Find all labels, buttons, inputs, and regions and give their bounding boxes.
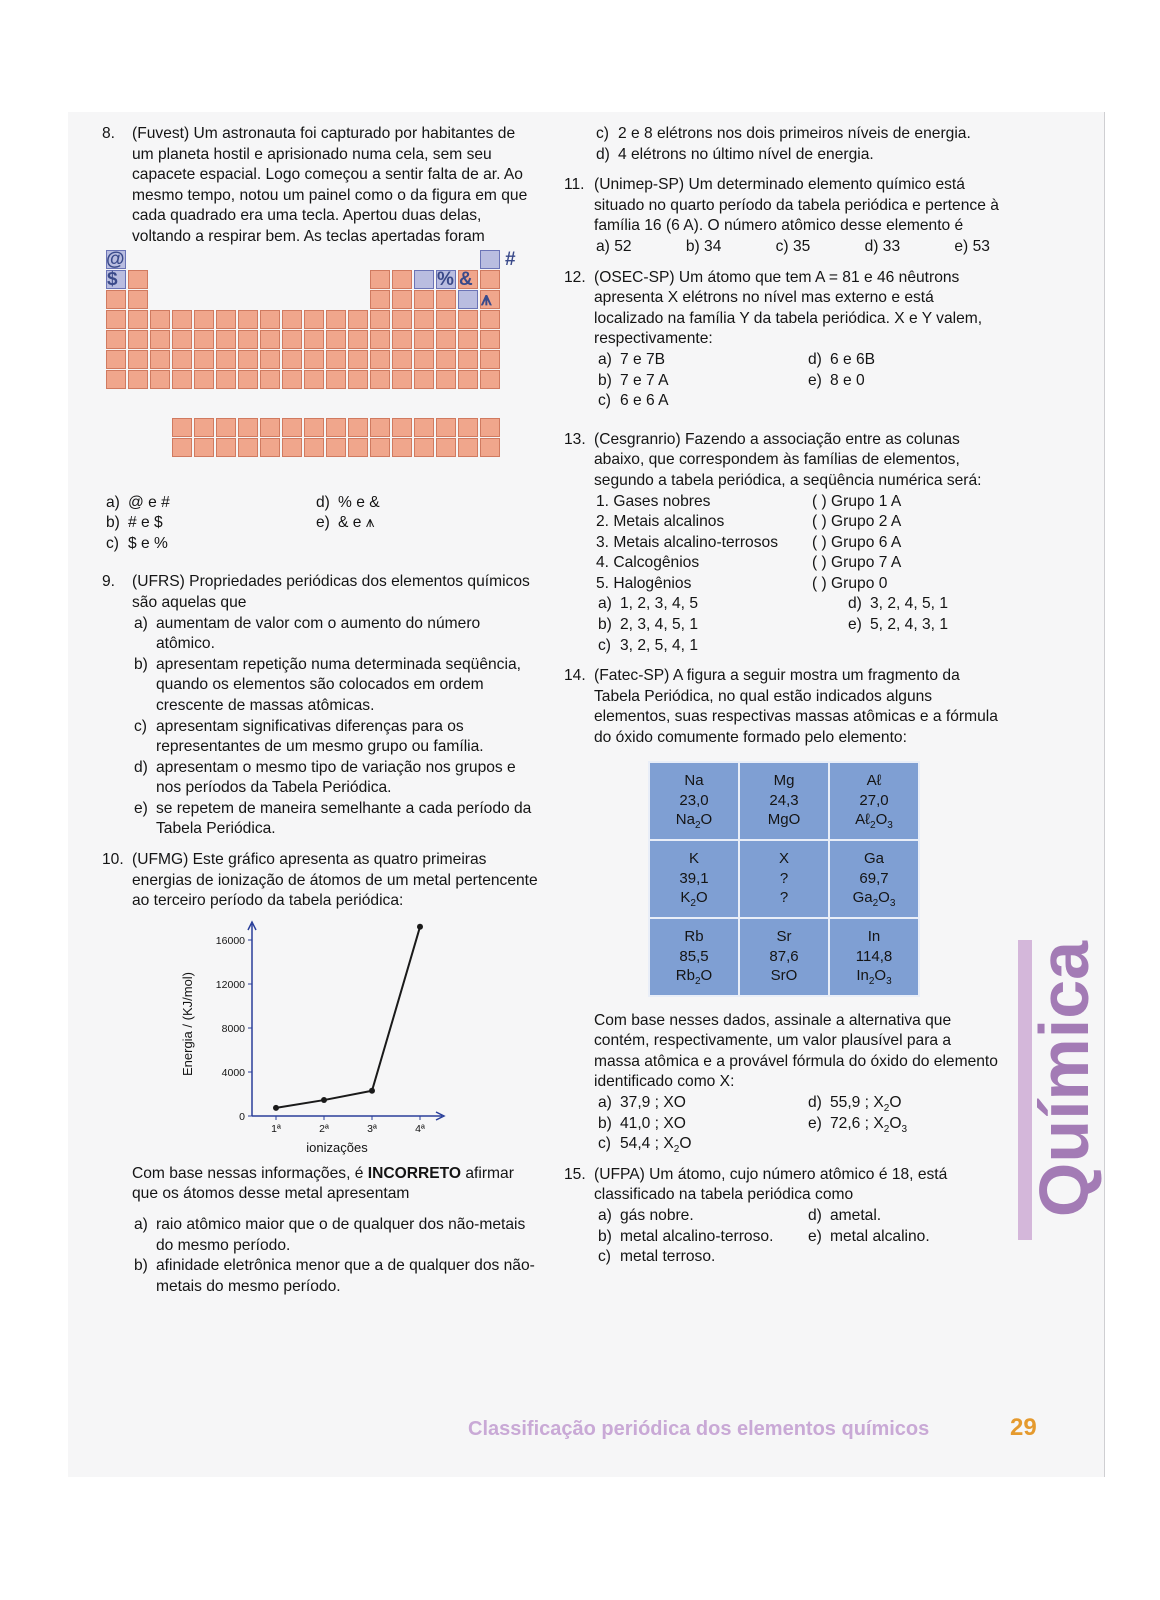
panel-key[interactable] (172, 350, 192, 369)
panel-key[interactable] (304, 330, 324, 349)
dollar-key-symbol: $ (107, 268, 118, 290)
panel-key[interactable] (414, 418, 434, 437)
panel-key[interactable] (458, 418, 478, 437)
option-b[interactable]: b) 41,0 ; XO (598, 1114, 686, 1132)
panel-key[interactable] (238, 438, 258, 457)
question-10-continued (564, 124, 1000, 165)
option-b[interactable]: b) 2, 3, 4, 5, 1 (598, 616, 699, 634)
panel-key[interactable] (194, 330, 214, 349)
option-e[interactable]: e) 5, 2, 4, 3, 1 (848, 616, 949, 634)
group-slot-5: ( ) Grupo 0 (812, 574, 888, 592)
panel-key[interactable] (436, 310, 456, 329)
option-b[interactable]: b) # e $ (106, 514, 163, 532)
question-text: (UFPA) Um átomo, cujo número atômico é 18, está classificado na tabela periódica como (594, 1165, 948, 1204)
panel-key[interactable] (326, 418, 346, 437)
panel-key[interactable] (238, 350, 258, 369)
panel-key[interactable] (370, 350, 390, 369)
panel-key[interactable] (414, 290, 434, 309)
panel-key[interactable] (194, 418, 214, 437)
panel-key[interactable] (370, 418, 390, 437)
element-cell-k: K 39,1 $K_2O$ (649, 840, 739, 918)
panel-key[interactable] (216, 418, 236, 437)
panel-key[interactable] (216, 330, 236, 349)
panel-key[interactable] (194, 370, 214, 389)
panel-key[interactable] (216, 370, 236, 389)
question-text: (Cesgranrio) Fazendo a associação entre as colunas abaixo, que correspondem às famílias de elementos, segundo a tabela periódica, a seqüência numérica será: (594, 430, 982, 489)
option-c[interactable]: c) 3, 2, 5, 4, 1 (598, 636, 699, 654)
element-cell-rb: Rb 85,5 $Rb_2O$ (649, 918, 739, 996)
option-c[interactable]: c) apresentam significativas diferenças para os representantes de um mesmo grupo ou família. (134, 717, 484, 756)
data-point (273, 1105, 279, 1111)
question-13-options (594, 594, 1000, 656)
question-12 (564, 268, 1000, 412)
left-column (102, 124, 540, 1297)
page-edge-line (1104, 112, 1105, 1477)
panel-key[interactable] (216, 310, 236, 329)
panel-key[interactable] (304, 350, 324, 369)
panel-key[interactable] (392, 438, 412, 457)
panel-key[interactable] (436, 418, 456, 437)
option-c[interactable]: c) 54,4 ; $X_2O$ (598, 1135, 692, 1156)
panel-key[interactable] (260, 418, 280, 437)
panel-key[interactable] (128, 370, 148, 389)
panel-key[interactable] (458, 330, 478, 349)
x-tick-label: 3ª (367, 1122, 377, 1135)
page-number: 29 (1010, 1414, 1037, 1441)
series-line (276, 927, 420, 1108)
option-b[interactable]: b) metal alcalino-terroso. (598, 1227, 774, 1245)
element-cell-x: X ? ? (739, 840, 829, 918)
question-number: 15. (564, 1165, 586, 1183)
option-d[interactable]: d) % e & (316, 493, 380, 511)
panel-key[interactable] (304, 418, 324, 437)
x-tick-label: 2ª (319, 1122, 329, 1135)
panel-key[interactable] (260, 350, 280, 369)
option-c[interactable]: c) 2 e 8 elétrons nos dois primeiros níveis de energia. (596, 125, 971, 142)
panel-key[interactable] (194, 350, 214, 369)
panel-key[interactable] (106, 310, 126, 329)
data-point (321, 1097, 327, 1103)
option-c[interactable]: c) $ e % (106, 534, 168, 552)
option-e[interactable]: e) 72,6 ; $X_2O_3$ (808, 1114, 908, 1135)
panel-key[interactable] (414, 330, 434, 349)
panel-key[interactable] (326, 350, 346, 369)
panel-key[interactable] (392, 370, 412, 389)
panel-key[interactable] (436, 438, 456, 457)
question-text: (UFRS) Propriedades periódicas dos elementos químicos são aquelas que (132, 573, 530, 611)
group-slot-1: ( ) Grupo 1 A (812, 492, 902, 510)
panel-key[interactable] (370, 270, 390, 289)
option-a[interactable]: a) 37,9 ; XO (598, 1094, 686, 1111)
question-number: 10. (102, 851, 124, 869)
question-text: (Fatec-SP) A figura a seguir mostra um fragmento da Tabela Periódica, no qual estão indicados alguns elementos, suas respectivas massas atômicas e a fórmula do óxido comumente formado pelo elemento: (594, 667, 998, 747)
question-11 (564, 175, 1000, 257)
ampersand-key-symbol: & (459, 268, 473, 290)
subject-tab (1018, 940, 1103, 1240)
question-12-options (594, 350, 1000, 412)
panel-key[interactable] (238, 310, 258, 329)
y-tick-label: 8000 (221, 1022, 245, 1035)
panel-key[interactable] (414, 438, 434, 457)
question-number: 11. (564, 176, 585, 194)
panel-key[interactable] (348, 370, 368, 389)
panel-key[interactable] (282, 438, 302, 457)
family-3: 3. Metais alcalino-terrosos (596, 533, 779, 551)
panel-key[interactable] (194, 310, 214, 329)
family-4: 4. Calcogênios (596, 554, 700, 572)
option-d[interactable]: d) 55,9 ; $X_2O$ (808, 1094, 902, 1115)
element-cell-al: Aℓ 27,0 $A\ell_2O_3$ (829, 762, 919, 840)
panel-key[interactable] (348, 418, 368, 437)
panel-key[interactable] (370, 330, 390, 349)
panel-key[interactable] (282, 418, 302, 437)
panel-key[interactable] (458, 438, 478, 457)
panel-key[interactable] (480, 310, 500, 329)
panel-key[interactable] (238, 418, 258, 437)
question-15 (564, 1165, 1000, 1268)
option-a[interactable]: a) 1, 2, 3, 4, 5 (598, 595, 699, 613)
panel-key[interactable] (172, 418, 192, 437)
question-14 (564, 666, 1000, 748)
panel-key[interactable] (150, 350, 170, 369)
question-text: (Fuvest) Um astronauta foi capturado por habitantes de um planeta hostil e aprisionado numa cela, sem seu capacete espacial. Logo começou a sentir falta de ar. Ao mesmo tempo, notou um painel como o da figura em que cada quadrado era uma tecla. Apertou duas delas, voltando a respirar bem. As teclas apertadas foram (132, 125, 528, 245)
y-axis-label: Energia / (KJ/mol) (180, 971, 195, 1076)
option-a[interactable]: a) aumentam de valor com o aumento do número atômico. (134, 614, 481, 653)
family-2: 2. Metais alcalinos (596, 513, 725, 531)
panel-key[interactable] (326, 310, 346, 329)
element-cell-sr: Sr 87,6 SrO (739, 918, 829, 996)
y-tick-label: 0 (239, 1110, 245, 1123)
panel-key[interactable] (436, 370, 456, 389)
panel-key[interactable] (480, 418, 500, 437)
x-tick-label: 4ª (415, 1122, 425, 1135)
family-1: 1. Gases nobres (596, 492, 711, 510)
data-point (417, 924, 423, 930)
panel-key[interactable] (304, 310, 324, 329)
at-key-symbol: @ (106, 248, 125, 270)
question-9 (102, 572, 540, 840)
panel-key[interactable] (106, 330, 126, 349)
family-5: 5. Halogênios (596, 574, 692, 592)
x-tick-label: 1ª (271, 1122, 281, 1135)
option-a[interactable]: a) raio atômico maior que o de qualquer dos não-metais do mesmo período. (134, 1216, 526, 1254)
panel-key[interactable] (304, 438, 324, 457)
percent-key-symbol: % (437, 268, 454, 290)
panel-key[interactable] (348, 330, 368, 349)
element-cell-ga: Ga 69,7 $Ga_2O_3$ (829, 840, 919, 918)
option-e[interactable]: e) metal alcalino. (808, 1227, 930, 1245)
question-number: 14. (564, 667, 586, 685)
option-a[interactable]: a) 7 e 7B (598, 350, 666, 368)
panel-key[interactable] (370, 438, 390, 457)
y-tick-label: 4000 (221, 1066, 245, 1079)
panel-key[interactable] (458, 370, 478, 389)
option-e[interactable]: e) 8 e 0 (808, 371, 865, 389)
group-slot-3: ( ) Grupo 6 A (812, 533, 902, 551)
option-a[interactable]: a) 52 (596, 237, 632, 255)
panel-key[interactable] (392, 290, 412, 309)
panel-key[interactable] (106, 290, 126, 309)
question-text: Com base nesses dados, assinale a alternativa que contém, respectivamente, um valor plausível para a massa atômica e a provável fórmula do óxido do elemento identificado como X: (594, 1011, 998, 1091)
panel-key[interactable] (260, 330, 280, 349)
option-b[interactable]: b) afinidade eletrônica menor que a de qualquer dos não-metais do mesmo período. (134, 1257, 535, 1295)
panel-key[interactable] (260, 370, 280, 389)
panel-key[interactable] (370, 310, 390, 329)
panel-key[interactable] (238, 330, 258, 349)
question-number: 9. (102, 573, 116, 591)
panel-key[interactable] (260, 310, 280, 329)
option-e[interactable]: e) 53 (954, 237, 990, 255)
panel-key[interactable] (326, 438, 346, 457)
option-c[interactable]: c) 35 (775, 237, 811, 255)
option-e[interactable]: e) se repetem de maneira semelhante a cada período da Tabela Periódica. (134, 799, 532, 838)
question-10 (102, 850, 540, 1297)
option-d[interactable]: d) ametal. (808, 1206, 882, 1224)
footer-chapter-title: Classificação periódica dos elementos químicos (468, 1418, 930, 1440)
element-cell-na: Na 23,0 $Na_2O$ (649, 762, 739, 840)
question-14-options (594, 1093, 1000, 1155)
panel-key[interactable] (150, 370, 170, 389)
panel-key[interactable] (106, 350, 126, 369)
question-number: 8. (102, 125, 116, 142)
panel-key[interactable] (436, 330, 456, 349)
panel-key[interactable] (128, 270, 148, 289)
option-a[interactable]: a) @ e # (106, 493, 170, 511)
panel-key[interactable] (414, 370, 434, 389)
panel-key[interactable] (458, 290, 478, 309)
option-d[interactable]: d) 4 elétrons no último nível de energia. (596, 145, 874, 163)
option-d[interactable]: d) 3, 2, 4, 5, 1 (848, 595, 949, 613)
panel-key[interactable] (392, 310, 412, 329)
panel-key[interactable] (480, 270, 500, 289)
panel-key[interactable] (436, 350, 456, 369)
option-b[interactable]: b) apresentam repetição numa determinada seqüência, quando os elementos são colocados em ordem crescente de massas atômicas. (134, 655, 521, 714)
panel-key[interactable] (414, 350, 434, 369)
group-slot-4: ( ) Grupo 7 A (812, 554, 902, 572)
panel-key[interactable] (172, 330, 192, 349)
question-11-options (594, 237, 1000, 258)
panel-key[interactable] (106, 370, 126, 389)
panel-key[interactable] (238, 370, 258, 389)
option-d[interactable]: d) apresentam o mesmo tipo de variação nos grupos e nos períodos da Tabela Periódica. (134, 758, 516, 797)
hash-key-symbol: # (505, 248, 516, 270)
panel-key[interactable] (260, 438, 280, 457)
alien-key-panel (104, 248, 532, 479)
panel-key[interactable] (326, 330, 346, 349)
option-b[interactable]: b) 34 (685, 237, 722, 255)
question-15-options (594, 1206, 1000, 1268)
panel-key[interactable] (282, 370, 302, 389)
question-14-continued (564, 1011, 1000, 1155)
panel-key[interactable] (436, 290, 456, 309)
question-8 (102, 124, 540, 248)
panel-key[interactable] (348, 310, 368, 329)
panel-key[interactable] (216, 350, 236, 369)
option-a[interactable]: a) gás nobre. (598, 1206, 694, 1224)
x-axis-label: ionizações (306, 1139, 368, 1155)
group-slot-2: ( ) Grupo 2 A (812, 513, 902, 531)
panel-key[interactable] (480, 330, 500, 349)
option-c[interactable]: c) metal terroso. (598, 1248, 716, 1266)
panel-key[interactable] (172, 438, 192, 457)
panel-key[interactable] (370, 290, 390, 309)
option-d[interactable]: d) 6 e 6B (808, 350, 876, 368)
panel-key[interactable] (216, 438, 236, 457)
panel-key[interactable] (150, 310, 170, 329)
panel-key[interactable] (282, 310, 302, 329)
question-text: (UFMG) Este gráfico apresenta as quatro primeiras energias de ionização de átomos de um metal pertencente ao terceiro período da tabela periódica: (132, 851, 538, 910)
panel-key[interactable] (326, 370, 346, 389)
option-d[interactable]: d) 33 (864, 237, 901, 255)
panel-key[interactable] (392, 350, 412, 369)
question-8-options (102, 493, 540, 555)
panel-key[interactable] (480, 370, 500, 389)
periodic-table-fragment (648, 761, 920, 997)
panel-key[interactable] (348, 350, 368, 369)
option-b[interactable]: b) 7 e 7 A (598, 371, 669, 389)
question-number: 12. (564, 268, 586, 286)
panel-key[interactable] (128, 310, 148, 329)
panel-key[interactable] (480, 350, 500, 369)
panel-key[interactable] (458, 310, 478, 329)
panel-key[interactable] (194, 438, 214, 457)
y-tick-label: 16000 (215, 934, 245, 947)
option-e[interactable]: e) & e ⩚ (316, 514, 375, 532)
question-13 (564, 430, 1000, 657)
panel-key[interactable] (128, 330, 148, 349)
option-c[interactable]: c) 6 e 6 A (598, 392, 669, 410)
chart-svg (172, 912, 472, 1162)
panel-key[interactable] (348, 438, 368, 457)
panel-key[interactable] (282, 350, 302, 369)
alien-symbol-key: ⩚ (481, 288, 492, 310)
panel-key[interactable] (150, 330, 170, 349)
subject-label: Química (1025, 940, 1103, 1218)
y-tick-label: 12000 (215, 978, 245, 991)
panel-key[interactable] (392, 330, 412, 349)
panel-key[interactable] (304, 370, 324, 389)
panel-key[interactable] (392, 418, 412, 437)
panel-key[interactable] (128, 350, 148, 369)
question-text: (Unimep-SP) Um determinado elemento químico está situado no quarto período da tabela periódica e pertence à família 16 (6 A). O número atômico desse elemento é (594, 176, 999, 235)
panel-key[interactable] (172, 370, 192, 389)
question-number: 13. (564, 430, 586, 448)
data-point (369, 1088, 375, 1094)
panel-key[interactable] (458, 350, 478, 369)
question-text: (OSEC-SP) Um átomo que tem A = 81 e 46 nêutrons apresenta X elétrons no nível mas externo e está localizado na família Y da tabela periódica. X e Y valem, respectivamente: (594, 268, 983, 348)
panel-key[interactable] (414, 310, 434, 329)
panel-key[interactable] (480, 250, 500, 269)
element-cell-mg: Mg 24,3 MgO (739, 762, 829, 840)
element-cell-in: In 114,8 $In_2O_3$ (829, 918, 919, 996)
association-columns (594, 492, 1000, 595)
panel-key[interactable] (172, 310, 192, 329)
ionization-energy-chart (172, 912, 472, 1162)
question-continuation: Com base nessas informações, é INCORRETO afirmar que os átomos desse metal apresentam (132, 1164, 514, 1203)
panel-key[interactable] (480, 438, 500, 457)
panel-key[interactable] (414, 270, 434, 289)
panel-key[interactable] (282, 330, 302, 349)
panel-key[interactable] (370, 370, 390, 389)
panel-key[interactable] (392, 270, 412, 289)
panel-key[interactable] (128, 290, 148, 309)
right-column (564, 124, 1000, 1268)
